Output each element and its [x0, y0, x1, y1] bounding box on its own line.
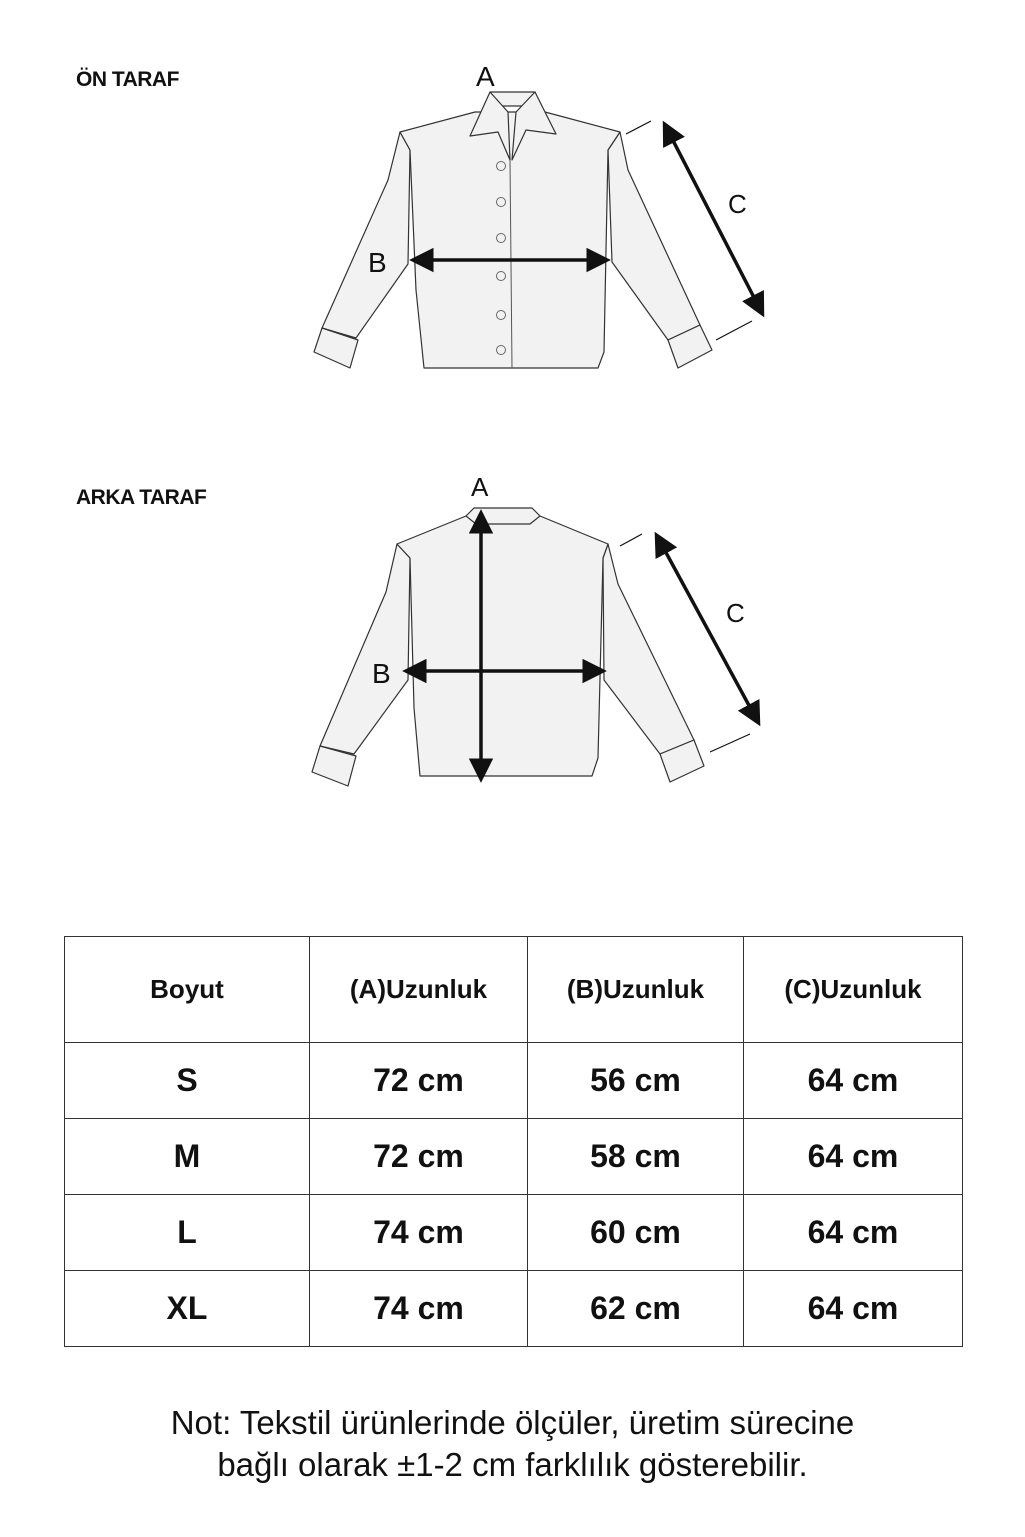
size-chart-table	[64, 936, 963, 1347]
front-view-title: ÖN TARAF	[76, 68, 179, 91]
note-line: bağlı olarak ±1-2 cm farklılık gösterebilir.	[217, 1446, 808, 1483]
cell-b: 60 cm	[528, 1195, 744, 1271]
cell-c: 64 cm	[744, 1271, 963, 1347]
dimension-c-guide	[620, 534, 642, 546]
note-line: Not: Tekstil ürünlerinde ölçüler, üretim sürecine	[170, 1404, 855, 1441]
cell-size: L	[65, 1195, 310, 1271]
dimension-c-guide	[716, 321, 752, 340]
button	[497, 234, 506, 243]
measurement-note	[40, 1402, 985, 1486]
dimension-c-guide	[710, 734, 750, 752]
left-sleeve	[322, 132, 410, 338]
cell-c: 64 cm	[744, 1043, 963, 1119]
button	[497, 311, 506, 320]
table-header-row	[65, 937, 963, 1043]
cell-a: 74 cm	[310, 1271, 528, 1347]
cell-size: M	[65, 1119, 310, 1195]
back-body	[397, 516, 608, 776]
cell-a: 72 cm	[310, 1043, 528, 1119]
left-sleeve	[320, 544, 410, 754]
cell-size: S	[65, 1043, 310, 1119]
button	[497, 272, 506, 281]
cell-c: 64 cm	[744, 1119, 963, 1195]
button	[497, 198, 506, 207]
cell-b: 62 cm	[528, 1271, 744, 1347]
dimension-c-label: C	[728, 189, 747, 219]
table-row	[65, 1043, 963, 1119]
button	[497, 162, 506, 171]
dimension-c-guide	[626, 121, 651, 134]
back-collar	[466, 508, 540, 524]
table-row	[65, 1271, 963, 1347]
header-b-length: (B)Uzunluk	[528, 937, 744, 1043]
dimension-a-label: A	[471, 472, 489, 502]
header-a-length: (A)Uzunluk	[310, 937, 528, 1043]
dimension-c-label: C	[726, 598, 745, 628]
dimension-a-label: A	[476, 61, 495, 92]
cell-b: 56 cm	[528, 1043, 744, 1119]
cell-size: XL	[65, 1271, 310, 1347]
back-jacket-diagram	[0, 418, 1025, 838]
cell-b: 58 cm	[528, 1119, 744, 1195]
table-row	[65, 1119, 963, 1195]
cell-a: 74 cm	[310, 1195, 528, 1271]
button	[497, 346, 506, 355]
table-row	[65, 1195, 963, 1271]
cell-c: 64 cm	[744, 1195, 963, 1271]
header-c-length: (C)Uzunluk	[744, 937, 963, 1043]
dimension-b-label: B	[372, 658, 391, 689]
back-view-title: ARKA TARAF	[76, 486, 207, 509]
cell-a: 72 cm	[310, 1119, 528, 1195]
front-jacket-diagram	[0, 0, 1025, 420]
header-size: Boyut	[65, 937, 310, 1043]
dimension-b-label: B	[368, 247, 387, 278]
